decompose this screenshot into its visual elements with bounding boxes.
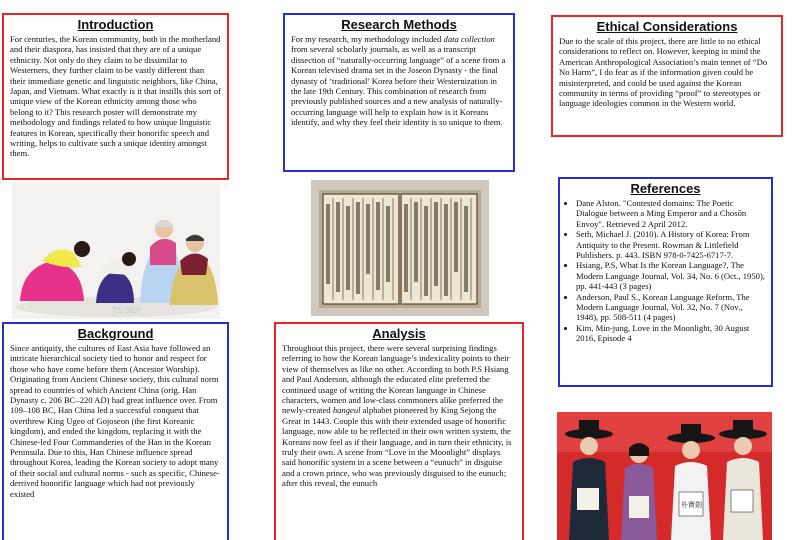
old-book-illustration [311, 180, 489, 316]
references-section [558, 177, 773, 387]
introduction-body: For centuries, the Korean community, both in the motherland and their diaspora, has insisted that they are of a unique ethnicity. Not only do they claim to be dissimilar to Westerners, they further claim to be vastly different than their immediate genetic and linguistic neighbors, like China, Japan, and Vietnam. What exactly is it that instills this sort of unique view of the Korean ethnicity among those who belong to it? This research poster will demonstrate my methodology and findings related to how unique linguistic features in Korean, specifically their honorific speech and writing, helps to cultivate such a unique identity amongst them. [10, 34, 221, 159]
research-methods-title: Research Methods [341, 17, 457, 32]
korean-family-illustration [12, 183, 220, 319]
background-title: Background [77, 326, 154, 341]
analysis-body-part-1: Throughout this project, there were several surprising findings referring to how the Korean language’s indexicality points to their view of themselves as like no other. According to both P.S Hsiang and Paul Anderson, although the educated elite preferred the continued usage of writing the Korean language in Chinese characters, women and low-class commoners alike preferred the newly-created [282, 343, 510, 416]
background-body: Since antiquity, the cultures of East Asia have followed an intricate hierarchical society tied to honor and respect for those who have come before them (Ancestor Worship). Originating from Ancient Chinese society, this cultural norm spread to countries of which Ancient China (orig. Han Dynasty c. 206 BC–220 AD) had great influence over. From 109–108 BC, Han China led a successful conquest that overthrew King Ugeo of Gojoseon (the first Koreanic kingdom), and ended the kingdom, replacing it with the Chinese-led Four Commanderies of the Han in the Korean Peninsula. Due to this, Han Chinese influence spread throughout Korea, leading the Korean society to adopt many of their social and cultural norms - such as specific, Chinese-derrived honorific language which had not previously existed [10, 343, 220, 499]
name-card-text: 朴寶劍 [681, 501, 702, 509]
research-methods-body-part-1: For my research, my methodology included [291, 34, 444, 44]
research-methods-body-emphasis: data collection [443, 34, 495, 44]
analysis-body [282, 343, 516, 489]
drama-cast-illustration [557, 412, 772, 540]
research-methods-body-part-2: from several scholarly journals, as well as a transcript dissection of “naturally-occurring language” of a scene from a Korean televised drama set in the Joseon Dynasty - the final dynasty of ‘traditional’ Korea before their Westernization in the late 19th Century. This combination of research from previously published sources and a new analysis of naturally-occurring language will help to explain how is it Koreans identify, and why they feel their identity is so unique to them. [291, 44, 506, 128]
references-title: References [630, 181, 701, 196]
reference-item: • Anderson, Paul S., Korean Language Reform, The Modern Language Journal, Vol. 32, No. 7 (Nov., 1948), pp. 508-511 (4 pages) [576, 292, 765, 323]
korean-old-book-image [311, 180, 489, 316]
research-methods-section [283, 13, 515, 172]
reference-item: • Seth, Michael J. (2010). A History of Korea: From Antiquity to the Present. Rowman & Littlefield Publishers. p. 443. ISBN 978-0-7425-6717-7. [576, 229, 765, 260]
reference-item: • Dane Alston. "Contested domains: The Poetic Dialogue between a Ming Emperor and a Chosŏn Envoy". Retrieved 2 April 2012. [576, 198, 765, 229]
ethical-considerations-title: Ethical Considerations [596, 19, 738, 34]
reference-item: • Kim, Min-jung, Love in the Moonlight, 30 August 2016, Episode 4 [576, 323, 765, 344]
analysis-title: Analysis [372, 326, 426, 341]
korean-family-bowing-image [12, 183, 220, 319]
introduction-section [2, 13, 229, 180]
analysis-section [274, 322, 524, 540]
introduction-title: Introduction [77, 17, 154, 32]
ethical-considerations-body: Due to the scale of this project, there are little to no ethical considerations to reflect on. However, keeping in mind the American Anthropological Association’s main tennet of “Do No Harm”, I do fear as if the information given could be misinterpreted, and could be used against the Korean community in terms of providing “proof” to stereotypes or language ideologies common in the Western world. [559, 36, 768, 109]
analysis-body-part-2: alphabet pioneered by King Sejong the Great in 1443. Couple this with their extended usage of honorific language, now able to be reflected in their own written system, the Koreans now feel as if their language, and in turn their ethnicity, is truly their own. A scene from “Love in the Moonlight” displays said honorific system in a scene between a “eunuch” in disguise and a crown prince, who was previously disguised to the eunuch; after this reveal, the eunuch [282, 405, 512, 489]
ethical-considerations-section [551, 15, 783, 137]
research-methods-body [291, 34, 507, 128]
analysis-body-emphasis: hangeul [332, 405, 361, 416]
love-in-the-moonlight-cast-image [557, 412, 772, 540]
background-section [2, 322, 229, 540]
watermark-text: TS SILP [112, 306, 142, 315]
reference-item: • Hsiang, P.S, What Is the Korean Language?, The Modern Language Journal, Vol. 34, No. 6 (Oct., 1950), pp. 441-443 (3 pages) [576, 260, 765, 291]
references-list [566, 198, 765, 344]
